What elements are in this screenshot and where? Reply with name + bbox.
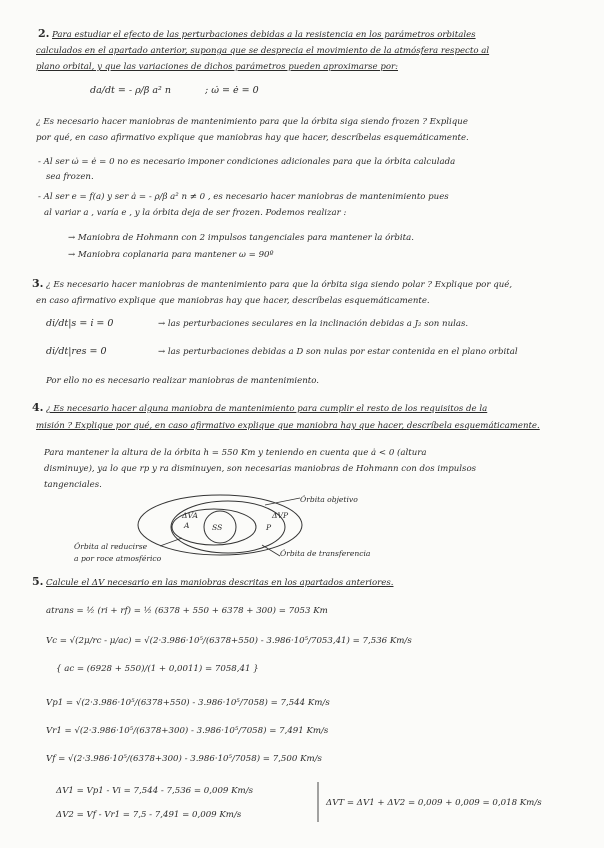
q2-intro-line3: plano orbital, y que las variaciones de dichos parámetros pueden aproximarse por: bbox=[36, 62, 399, 72]
q2-answer-line4: al variar a , varía e , y la órbita deja de ser frozen. Podemos realizar : bbox=[44, 208, 347, 218]
diagram-label-reduced-l1: Órbita al reducirse bbox=[74, 542, 148, 551]
q2-answer-bullet1: → Maniobra de Hohmann con 2 impulsos tangenciales para mantener la órbita. bbox=[68, 233, 414, 243]
q2-number: 2. bbox=[38, 27, 50, 40]
q2-answer-bullet2: → Maniobra coplanaria para mantener ω = 90º bbox=[68, 250, 274, 260]
q4-answer-line2: disminuye), ya lo que rp y ra disminuyen, son necesarias maniobras de Hohmann con dos impulsos bbox=[44, 464, 477, 474]
q4-question-line1: ¿ Es necesario hacer alguna maniobra de mantenimiento para cumplir el resto de los requisitos de la bbox=[46, 404, 488, 414]
q4-question-line2: misión ? Explique por qué, en caso afirmativo explique que maniobra hay que hacer, descríbela esquemáticamente. bbox=[36, 421, 540, 431]
q2-equation-da: da/dt = - ρ/β a² n bbox=[90, 85, 171, 96]
q3-equation1: di/dt|s = i̇ = 0 bbox=[46, 318, 114, 329]
diagram-label-transfer-orbit: Órbita de transferencia bbox=[280, 549, 371, 558]
q3-question-line2: en caso afirmativo explique que maniobras hay que hacer, descríbelas esquemáticamente. bbox=[36, 296, 430, 306]
q5-dv-total: ΔVT = ΔV1 + ΔV2 = 0,009 + 0,009 = 0,018 Km/s bbox=[326, 798, 542, 808]
q3-equation1-text: → las perturbaciones seculares en la inclinación debidas a J₂ son nulas. bbox=[158, 319, 469, 329]
q5-number: 5. bbox=[32, 575, 44, 588]
diagram-label-dva: ΔVA bbox=[182, 511, 198, 520]
diagram-label-ss: SS bbox=[212, 523, 223, 532]
q4-number: 4. bbox=[32, 401, 44, 414]
diagram-label-A: A bbox=[184, 521, 190, 530]
q5-line-vc: Vc = √(2μ/rc - μ/ac) = √(2·3.986·10⁵/(6378+550) - 3.986·10⁵/7053,41) = 7,536 Km/s bbox=[46, 636, 412, 646]
q2-answer-line3: - Al ser e = f(a) y ser ȧ = - ρ/β a² n ≠ 0 , es necesario hacer maniobras de mantenimiento pues bbox=[38, 192, 449, 202]
q3-conclusion: Por ello no es necesario realizar maniobras de mantenimiento. bbox=[46, 376, 320, 386]
q2-question-line2: por qué, en caso afirmativo explique que maniobras hay que hacer, descríbelas esquemáticamente. bbox=[36, 133, 469, 143]
q2-equation-omega: ; ω̇ = ė = 0 bbox=[205, 85, 259, 96]
q5-dv1: ΔV1 = Vp1 - Vi = 7,544 - 7,536 = 0,009 Km/s bbox=[56, 786, 253, 796]
q3-number: 3. bbox=[32, 277, 44, 290]
q5-line-vf: Vf = √(2·3.986·10⁵/(6378+300) - 3.986·10⁵/7058) = 7,500 Km/s bbox=[46, 754, 322, 764]
q3-equation2-text: → las perturbaciones debidas a D son nulas por estar contenida en el plano orbital bbox=[158, 347, 518, 357]
diagram-label-target-orbit: Órbita objetivo bbox=[300, 495, 358, 504]
q2-intro-line1: Para estudiar el efecto de las perturbaciones debidas a la resistencia en los parámetros orbitales bbox=[52, 30, 476, 40]
q5-line-ac: { ac = (6928 + 550)/(1 + 0,0011) = 7058,41 } bbox=[56, 664, 259, 674]
q3-question-line1: ¿ Es necesario hacer maniobras de mantenimiento para que la órbita siga siendo polar ? Explique por qué, bbox=[46, 280, 513, 290]
q5-line-atrans: atrans = ½ (ri + rf) = ½ (6378 + 550 + 6378 + 300) = 7053 Km bbox=[46, 606, 328, 616]
q2-answer-line1: - Al ser ω̇ = ė = 0 no es necesario imponer condiciones adicionales para que la órbita calculada bbox=[38, 157, 456, 167]
q4-answer-line3: tangenciales. bbox=[44, 480, 102, 490]
diagram-label-P: P bbox=[266, 523, 272, 532]
q5-line-vp1: Vp1 = √(2·3.986·10⁵/(6378+550) - 3.986·10⁵/7058) = 7,544 Km/s bbox=[46, 698, 330, 708]
q4-answer-line1: Para mantener la altura de la órbita h = 550 Km y teniendo en cuenta que ȧ < 0 (altura bbox=[44, 448, 427, 458]
q5-line-vr1: Vr1 = √(2·3.986·10⁵/(6378+300) - 3.986·10⁵/7058) = 7,491 Km/s bbox=[46, 726, 329, 736]
q3-equation2: di/dt|res = 0 bbox=[46, 346, 107, 357]
q2-answer-line2: sea frozen. bbox=[46, 172, 94, 182]
q5-dv2: ΔV2 = Vf - Vr1 = 7,5 - 7,491 = 0,009 Km/s bbox=[56, 810, 242, 820]
q5-question: Calcule el ΔV necesario en las maniobras descritas en los apartados anteriores. bbox=[46, 578, 394, 588]
q2-intro-line2: calculados en el apartado anterior, suponga que se desprecia el movimiento de la atmósfera respecto al bbox=[36, 46, 490, 56]
diagram-label-reduced-l2: a por roce atmosférico bbox=[74, 554, 162, 563]
diagram-label-dvp: ΔVP bbox=[272, 511, 289, 520]
q2-question-line1: ¿ Es necesario hacer maniobras de mantenimiento para que la órbita siga siendo frozen ? Explique bbox=[36, 117, 468, 127]
